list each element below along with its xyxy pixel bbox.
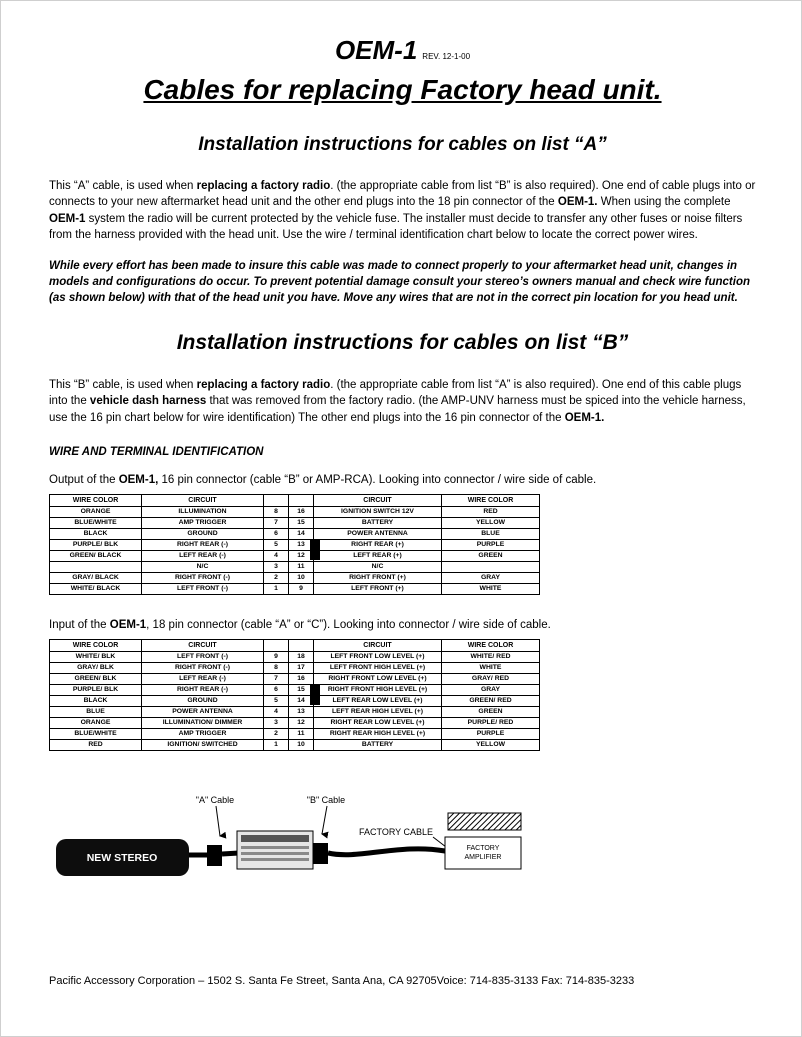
table-cell: GROUND bbox=[142, 696, 264, 707]
table-cell: POWER ANTENNA bbox=[142, 707, 264, 718]
text-segment: This “A” cable, is used when bbox=[49, 180, 197, 192]
warning-paragraph: While every effort has been made to insure this cable was made to connect properly to your aftermarket head unit, changes in models and configurations do occur. To prevent potential damage consult your stereo’s owners manual and check wire function (as shown below) with that of the head unit you have. Move any wires that are not in the correct pin location for you head unit. bbox=[49, 259, 750, 305]
table-cell: 7 bbox=[264, 518, 289, 529]
table-cell: WHITE bbox=[442, 663, 540, 674]
pin-table-16-wrapper bbox=[49, 494, 539, 595]
table-cell: AMP TRIGGER bbox=[142, 518, 264, 529]
factory-amplifier-box bbox=[445, 837, 521, 869]
table-cell: GRAY/ RED bbox=[442, 674, 540, 685]
document-content bbox=[1, 1, 801, 893]
table-header-row bbox=[50, 495, 540, 507]
table-row bbox=[50, 729, 540, 740]
table-cell: GRAY bbox=[442, 573, 540, 584]
table-row bbox=[50, 529, 540, 540]
table-cell: LEFT REAR (+) bbox=[314, 551, 442, 562]
table-cell: LEFT FRONT (+) bbox=[314, 584, 442, 595]
table-cell: N/C bbox=[142, 562, 264, 573]
doc-revision: REV. 12-1-00 bbox=[422, 52, 471, 61]
bold-text-segment: vehicle dash harness bbox=[89, 395, 207, 408]
table-cell: POWER ANTENNA bbox=[314, 529, 442, 540]
table-row bbox=[50, 573, 540, 584]
connection-diagram bbox=[49, 793, 759, 893]
table-row bbox=[50, 663, 540, 674]
table-header-cell bbox=[289, 640, 314, 652]
table-cell: 16 bbox=[289, 674, 314, 685]
table-header-cell: WIRE COLOR bbox=[50, 495, 142, 507]
new-stereo-label: NEW STEREO bbox=[86, 852, 158, 865]
wire-id-heading: WIRE AND TERMINAL IDENTIFICATION bbox=[49, 446, 264, 459]
table-cell: GRAY/ BLK bbox=[50, 663, 142, 674]
table-cell: GREEN bbox=[442, 551, 540, 562]
a-cable-connector bbox=[207, 845, 222, 866]
table-cell: 9 bbox=[289, 584, 314, 595]
output-connector-caption bbox=[49, 472, 756, 488]
table-cell: 4 bbox=[264, 551, 289, 562]
bold-text-segment: replacing a factory radio bbox=[196, 180, 331, 192]
text-segment: system the radio will be current protected by the vehicle fuse. The installer must decide to transfer any other fuses or noise filters from the harness provided with the head unit. Use the wire / terminal identification chart below to locate the correct power wires. bbox=[49, 212, 743, 242]
table-row bbox=[50, 696, 540, 707]
table-cell: 13 bbox=[289, 540, 314, 551]
amplifier-connector-strip bbox=[448, 813, 521, 830]
table-cell: 16 bbox=[289, 507, 314, 518]
table-cell: N/C bbox=[314, 562, 442, 573]
table-row bbox=[50, 718, 540, 729]
table-cell: GREEN/ BLK bbox=[50, 674, 142, 685]
oem1-adapter bbox=[237, 831, 313, 869]
table-header-cell bbox=[264, 495, 289, 507]
table-cell: LEFT FRONT LOW LEVEL (+) bbox=[314, 652, 442, 663]
table-cell bbox=[50, 562, 142, 573]
pin-table-18 bbox=[49, 639, 540, 751]
table-cell: 1 bbox=[264, 584, 289, 595]
table-cell: GREEN/ BLACK bbox=[50, 551, 142, 562]
section-b-paragraph bbox=[49, 377, 756, 426]
table-cell: BLUE/WHITE bbox=[50, 518, 142, 529]
factory-amplifier bbox=[445, 813, 521, 869]
pin-table-18-wrapper bbox=[49, 639, 539, 751]
table-cell: AMP TRIGGER bbox=[142, 729, 264, 740]
table-cell: 14 bbox=[289, 529, 314, 540]
doc-title-text: OEM-1 bbox=[334, 35, 418, 65]
table-row bbox=[50, 707, 540, 718]
table-cell: YELLOW bbox=[442, 740, 540, 751]
table-cell: PURPLE bbox=[442, 729, 540, 740]
factory-cable-pointer-line bbox=[433, 837, 446, 847]
table-cell: 5 bbox=[264, 540, 289, 551]
table-row bbox=[50, 507, 540, 518]
table-header-cell bbox=[289, 495, 314, 507]
table-cell: RIGHT FRONT (-) bbox=[142, 663, 264, 674]
table-row bbox=[50, 584, 540, 595]
pin-table-16 bbox=[49, 494, 540, 595]
text-segment: , 18 pin connector (cable “A” or “C”). Looking into connector / wire side of cable. bbox=[146, 619, 551, 632]
table-cell: 4 bbox=[264, 707, 289, 718]
table-cell: BLUE bbox=[50, 707, 142, 718]
table-cell: 13 bbox=[289, 707, 314, 718]
table-cell: 11 bbox=[289, 729, 314, 740]
a-cable-pointer-line bbox=[216, 806, 220, 836]
table-cell: BATTERY bbox=[314, 740, 442, 751]
table-cell: ORANGE bbox=[50, 507, 142, 518]
table-cell: RED bbox=[50, 740, 142, 751]
footer-address: Pacific Accessory Corporation – 1502 S. Santa Fe Street, Santa Ana, CA 92705Voice: 714-835-3133 Fax: 714-835-3233 bbox=[49, 975, 635, 987]
b-cable-label: "B" Cable bbox=[306, 795, 346, 806]
table-header-cell: CIRCUIT bbox=[142, 640, 264, 652]
bold-text-segment: OEM-1. bbox=[564, 411, 605, 424]
table-header-cell: CIRCUIT bbox=[142, 495, 264, 507]
table-cell: LEFT REAR LOW LEVEL (+) bbox=[314, 696, 442, 707]
table-cell: RIGHT REAR (-) bbox=[142, 685, 264, 696]
table-cell: 3 bbox=[264, 562, 289, 573]
table-cell: 5 bbox=[264, 696, 289, 707]
factory-amplifier-label-line1: FACTORY bbox=[466, 845, 500, 853]
table-cell: RIGHT FRONT LOW LEVEL (+) bbox=[314, 674, 442, 685]
table-cell: 2 bbox=[264, 729, 289, 740]
table-cell: RIGHT FRONT (+) bbox=[314, 573, 442, 584]
text-segment: Output of the bbox=[49, 474, 119, 487]
factory-cable-label: FACTORY CABLE bbox=[358, 827, 434, 838]
table-row bbox=[50, 652, 540, 663]
table-cell: ILLUMINATION bbox=[142, 507, 264, 518]
table-cell: ILLUMINATION/ DIMMER bbox=[142, 718, 264, 729]
table-cell: GRAY bbox=[442, 685, 540, 696]
table-cell: 1 bbox=[264, 740, 289, 751]
table-row bbox=[50, 540, 540, 551]
table-cell: 8 bbox=[264, 663, 289, 674]
table-cell: LEFT REAR (-) bbox=[142, 551, 264, 562]
input-connector-caption bbox=[49, 617, 756, 633]
table-cell: 12 bbox=[289, 551, 314, 562]
section-a-paragraph bbox=[49, 178, 756, 244]
table-cell: WHITE bbox=[442, 584, 540, 595]
table-cell: LEFT FRONT HIGH LEVEL (+) bbox=[314, 663, 442, 674]
table-cell: RIGHT REAR LOW LEVEL (+) bbox=[314, 718, 442, 729]
a-cable-line bbox=[222, 853, 239, 854]
text-segment: This “B” cable, is used when bbox=[49, 378, 197, 391]
table-cell: 10 bbox=[289, 740, 314, 751]
table-cell: 2 bbox=[264, 573, 289, 584]
text-segment: that was removed from the factory radio. (the AMP-UNV harness must be spiced into the vehicle harness, use the 16 pin chart below for wire identification) The other end plugs into the 16 pin connector of the bbox=[49, 395, 746, 424]
table-row bbox=[50, 685, 540, 696]
table-cell: PURPLE bbox=[442, 540, 540, 551]
text-segment: . (the appropriate cable from list “B” is also required). One end of cable plugs into or connects to your new aftermarket head unit and the other end plugs into the 18 pin connector of the bbox=[49, 180, 756, 209]
table-cell: RIGHT REAR (+) bbox=[314, 540, 442, 551]
text-segment: When using the complete bbox=[597, 196, 731, 209]
doc-subtitle: Cables for replacing Factory head unit. bbox=[143, 74, 662, 105]
text-segment: 16 pin connector (cable “B” or AMP-RCA). Looking into connector / wire side of cable. bbox=[158, 474, 597, 487]
table-cell: RIGHT REAR (-) bbox=[142, 540, 264, 551]
section-a-heading: Installation instructions for cables on list “A” bbox=[198, 134, 607, 155]
table-cell: IGNITION SWITCH 12V bbox=[314, 507, 442, 518]
table-row bbox=[50, 518, 540, 529]
connector-key-notch bbox=[310, 539, 320, 560]
section-b-heading: Installation instructions for cables on list “B” bbox=[176, 330, 629, 354]
table-cell: GRAY/ BLACK bbox=[50, 573, 142, 584]
a-cable-label: "A" Cable bbox=[195, 795, 235, 806]
table-header-row bbox=[50, 640, 540, 652]
table-cell: RIGHT REAR HIGH LEVEL (+) bbox=[314, 729, 442, 740]
connector-key-notch bbox=[310, 684, 320, 705]
table-cell: 9 bbox=[264, 652, 289, 663]
table-cell: 10 bbox=[289, 573, 314, 584]
table-cell: PURPLE/ RED bbox=[442, 718, 540, 729]
table-cell: WHITE/ RED bbox=[442, 652, 540, 663]
doc-title bbox=[49, 35, 756, 72]
table-cell: GROUND bbox=[142, 529, 264, 540]
table-cell: 8 bbox=[264, 507, 289, 518]
table-cell: LEFT FRONT (-) bbox=[142, 584, 264, 595]
table-cell: GREEN bbox=[442, 707, 540, 718]
table-header-cell: CIRCUIT bbox=[314, 495, 442, 507]
table-header-cell bbox=[264, 640, 289, 652]
table-cell: BLUE/WHITE bbox=[50, 729, 142, 740]
table-cell: BATTERY bbox=[314, 518, 442, 529]
table-cell: 15 bbox=[289, 685, 314, 696]
table-cell: WHITE/ BLK bbox=[50, 652, 142, 663]
table-cell: ORANGE bbox=[50, 718, 142, 729]
factory-amplifier-label-line2: AMPLIFIER bbox=[464, 854, 502, 862]
bold-text-segment: replacing a factory radio bbox=[196, 378, 331, 391]
b-cable-pointer-line bbox=[322, 806, 327, 834]
text-segment: . (the appropriate cable from list “A” is also required). One end of this cable plugs into the bbox=[49, 378, 742, 408]
table-cell: LEFT REAR HIGH LEVEL (+) bbox=[314, 707, 442, 718]
table-cell: LEFT FRONT (-) bbox=[142, 652, 264, 663]
table-cell: GREEN/ RED bbox=[442, 696, 540, 707]
table-cell: 12 bbox=[289, 718, 314, 729]
table-cell: BLACK bbox=[50, 696, 142, 707]
table-cell: 15 bbox=[289, 518, 314, 529]
text-segment: Input of the bbox=[49, 619, 110, 632]
table-header-cell: WIRE COLOR bbox=[442, 640, 540, 652]
table-cell: 17 bbox=[289, 663, 314, 674]
table-header-cell: WIRE COLOR bbox=[50, 640, 142, 652]
table-cell: BLUE bbox=[442, 529, 540, 540]
table-cell: RIGHT FRONT HIGH LEVEL (+) bbox=[314, 685, 442, 696]
table-cell: 6 bbox=[264, 529, 289, 540]
table-cell: WHITE/ BLACK bbox=[50, 584, 142, 595]
table-cell: RED bbox=[442, 507, 540, 518]
table-cell: 6 bbox=[264, 685, 289, 696]
table-cell: 14 bbox=[289, 696, 314, 707]
table-header-cell: CIRCUIT bbox=[314, 640, 442, 652]
table-cell: LEFT REAR (-) bbox=[142, 674, 264, 685]
bold-text-segment: OEM-1 bbox=[109, 619, 147, 632]
bold-text-segment: OEM-1 bbox=[49, 212, 86, 225]
table-row bbox=[50, 740, 540, 751]
b-cable-connector bbox=[313, 843, 328, 864]
table-cell bbox=[442, 562, 540, 573]
table-cell: PURPLE/ BLK bbox=[50, 540, 142, 551]
table-header-cell: WIRE COLOR bbox=[442, 495, 540, 507]
bold-text-segment: OEM-1. bbox=[557, 196, 598, 209]
table-row bbox=[50, 551, 540, 562]
table-cell: YELLOW bbox=[442, 518, 540, 529]
table-cell: IGNITION/ SWITCHED bbox=[142, 740, 264, 751]
table-cell: BLACK bbox=[50, 529, 142, 540]
table-cell: 7 bbox=[264, 674, 289, 685]
table-cell: 18 bbox=[289, 652, 314, 663]
table-row bbox=[50, 674, 540, 685]
factory-cable-line bbox=[328, 849, 445, 855]
bold-text-segment: OEM-1, bbox=[118, 474, 159, 487]
table-cell: 11 bbox=[289, 562, 314, 573]
table-row bbox=[50, 562, 540, 573]
table-cell: RIGHT FRONT (-) bbox=[142, 573, 264, 584]
table-cell: PURPLE/ BLK bbox=[50, 685, 142, 696]
table-cell: 3 bbox=[264, 718, 289, 729]
